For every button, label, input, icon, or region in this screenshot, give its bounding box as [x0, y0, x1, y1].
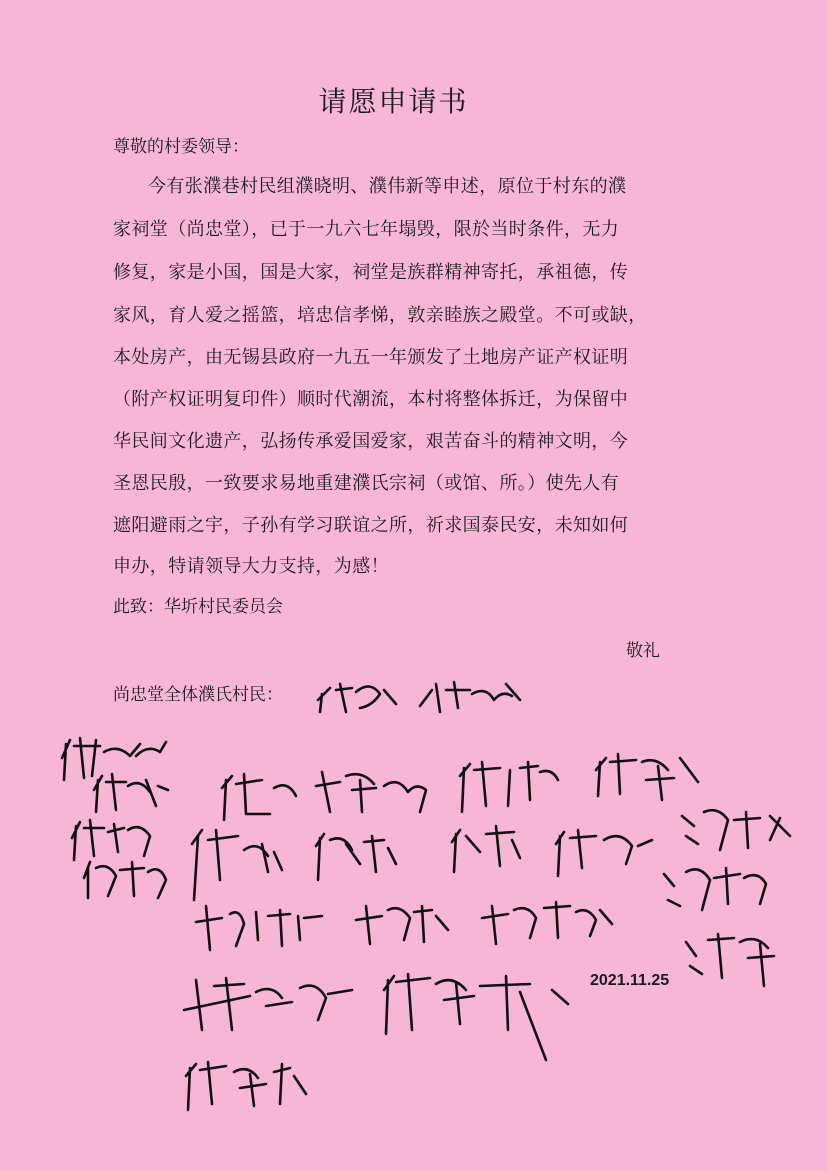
signature [420, 682, 520, 712]
signature [192, 830, 282, 900]
signature [452, 826, 520, 872]
signature [62, 738, 166, 780]
signature [72, 820, 150, 860]
signature [94, 774, 168, 812]
signature [316, 772, 426, 812]
body-line-4: 家风，育人爱之摇篮，培忠信孝悌，敦亲睦族之殿堂。不可或缺， [113, 305, 647, 326]
signature [460, 762, 558, 812]
signature [556, 830, 652, 876]
signature [186, 1062, 306, 1110]
signers-label: 尚忠堂全体濮氏村民： [113, 685, 283, 705]
signature [596, 754, 698, 800]
document-title: 请愿申请书 [318, 85, 469, 118]
body-line-5: 本处房产，由无锡县政府一九五一年颁发了土地房产证产权证明 [113, 347, 629, 368]
body-line-8: 圣恩民殷，一致要求易地重建濮氏宗祠（或馆、所。）使先人有 [113, 473, 620, 494]
salutation: 尊敬的村委领导： [113, 137, 249, 157]
body-line-6: （附产权证明复印件）顺时代潮流，本村将整体拆迁，为保留中 [113, 389, 629, 410]
body-line-9: 遮阳避雨之宇，子孙有学习联谊之所，祈求国泰民安，未知如何 [113, 515, 629, 536]
signature [384, 974, 568, 1060]
signature [356, 906, 448, 944]
petition-date: 2021.11.25 [590, 972, 670, 989]
body-line-7: 华民间文化遗产，弘扬传承爱国爱家，艰苦奋斗的精神文明，今 [113, 431, 629, 452]
body-line-10: 申办，特请领导大力支持，为感！ [113, 556, 389, 577]
body-line-1: 今有张濮巷村民组濮晓明、濮伟新等申述，原位于村东的濮 [148, 176, 627, 197]
body-line-2: 家祠堂（尚忠堂），已于一九六七年塌毁，限於当时条件，无力 [113, 219, 620, 240]
signature [686, 934, 774, 986]
signature [664, 868, 766, 910]
signature [482, 902, 612, 944]
signature [318, 684, 396, 712]
signature [682, 810, 790, 850]
body-line-3: 修复，家是小国，国是大家，祠堂是族群精神寄托，承祖德，传 [113, 262, 629, 283]
regards: 敬礼 [626, 641, 660, 661]
signature [222, 774, 296, 820]
signature [84, 862, 166, 898]
signature [184, 978, 352, 1030]
closing-line: 此致：华圻村民委员会 [113, 597, 283, 617]
signature [196, 906, 322, 950]
signature [316, 834, 396, 880]
